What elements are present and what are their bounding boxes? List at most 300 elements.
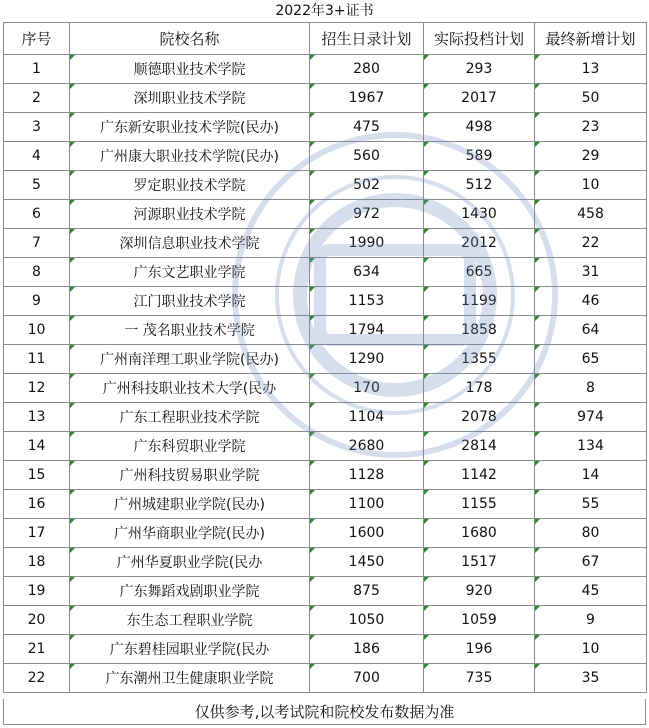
cell-added-plan-text: 134: [577, 438, 604, 454]
cell-actual-plan: [424, 200, 535, 229]
cell-school-name: [70, 374, 310, 403]
cell-marker-icon: [424, 374, 429, 379]
cell-added-plan: [535, 519, 647, 548]
cell-marker-icon: [310, 664, 315, 669]
cell-no-text: 21: [27, 641, 46, 657]
table-row: [4, 55, 647, 84]
table-row: [4, 403, 647, 432]
cell-marker-icon: [535, 403, 540, 408]
cell-school-name: [70, 606, 310, 635]
cell-no-text: 5: [32, 177, 41, 193]
cell-marker-icon: [70, 519, 75, 524]
table-row: [4, 461, 647, 490]
cell-no: [4, 606, 70, 635]
table-row: [4, 200, 647, 229]
cell-actual-plan-text: 1155: [461, 496, 497, 512]
cell-marker-icon: [424, 316, 429, 321]
cell-marker-icon: [424, 200, 429, 205]
cell-added-plan-text: 10: [581, 641, 600, 657]
cell-marker-icon: [535, 229, 540, 234]
cell-marker-icon: [535, 461, 540, 466]
table-row: [4, 142, 647, 171]
cell-school-name: [70, 142, 310, 171]
table-row: [4, 490, 647, 519]
cell-marker-icon: [310, 606, 315, 611]
cell-marker-icon: [310, 490, 315, 495]
cell-marker-icon: [310, 287, 315, 292]
cell-catalog-plan-text: 1153: [348, 293, 385, 309]
cell-actual-plan-text: 293: [465, 61, 493, 77]
cell-no: [4, 316, 70, 345]
cell-marker-icon: [310, 200, 315, 205]
cell-catalog-plan-text: 186: [353, 641, 380, 657]
cell-added-plan: [535, 461, 647, 490]
cell-catalog-plan-text: 560: [353, 148, 380, 164]
cell-marker-icon: [70, 490, 75, 495]
cell-no: [4, 577, 70, 606]
cell-added-plan-text: 458: [577, 206, 604, 222]
cell-actual-plan-text: 196: [465, 641, 493, 657]
cell-marker-icon: [70, 345, 75, 350]
cell-school-name: [70, 316, 310, 345]
cell-marker-icon: [70, 664, 75, 669]
cell-actual-plan: [424, 606, 535, 635]
footer-note: 仅供参考,以考试院和院校发布数据为准: [3, 699, 646, 725]
cell-actual-plan-text: 1858: [461, 322, 497, 338]
cell-catalog-plan: [310, 229, 424, 258]
cell-actual-plan: [424, 664, 535, 693]
cell-marker-icon: [424, 258, 429, 263]
cell-marker-icon: [535, 606, 540, 611]
cell-no-text: 20: [27, 612, 46, 628]
cell-school-name-text: 广州康大职业技术学院(民办): [100, 149, 279, 165]
cell-no: [4, 200, 70, 229]
cell-catalog-plan-text: 2680: [348, 438, 385, 454]
cell-school-name-text: 河源职业技术学院: [133, 207, 246, 223]
cell-catalog-plan-text: 1104: [348, 409, 385, 425]
cell-added-plan: [535, 577, 647, 606]
cell-no: [4, 635, 70, 664]
cell-actual-plan: [424, 113, 535, 142]
cell-school-name: [70, 635, 310, 664]
cell-catalog-plan-text: 475: [353, 119, 380, 135]
cell-added-plan: [535, 345, 647, 374]
table-row: [4, 171, 647, 200]
cell-marker-icon: [310, 635, 315, 640]
cell-school-name-text: 广州南洋理工职业学院(民办): [100, 352, 279, 368]
cell-no-text: 22: [27, 670, 46, 686]
cell-marker-icon: [310, 258, 315, 263]
cell-added-plan: [535, 606, 647, 635]
cell-catalog-plan: [310, 316, 424, 345]
cell-school-name: [70, 403, 310, 432]
cell-added-plan-text: 8: [586, 380, 595, 396]
cell-no: [4, 664, 70, 693]
cell-catalog-plan: [310, 548, 424, 577]
cell-added-plan: [535, 200, 647, 229]
cell-no: [4, 229, 70, 258]
header-catalog-plan: 招生日录计划: [310, 23, 424, 55]
cell-catalog-plan-text: 1600: [348, 525, 385, 541]
header-added-plan: 最终新增计划: [535, 23, 647, 55]
cell-marker-icon: [310, 403, 315, 408]
cell-marker-icon: [535, 84, 540, 89]
cell-marker-icon: [70, 606, 75, 611]
cell-actual-plan: [424, 490, 535, 519]
cell-catalog-plan-text: 700: [353, 670, 380, 686]
cell-marker-icon: [424, 519, 429, 524]
cell-actual-plan: [424, 55, 535, 84]
cell-school-name-text: 广州城建职业学院(民办): [114, 497, 265, 513]
cell-catalog-plan-text: 502: [353, 177, 380, 193]
cell-actual-plan: [424, 461, 535, 490]
cell-added-plan-text: 55: [581, 496, 600, 512]
cell-no: [4, 287, 70, 316]
cell-no-text: 17: [27, 525, 46, 541]
cell-catalog-plan: [310, 55, 424, 84]
cell-marker-icon: [310, 142, 315, 147]
cell-added-plan: [535, 548, 647, 577]
cell-school-name-text: 深圳信息职业技术学院: [119, 236, 260, 252]
cell-catalog-plan: [310, 142, 424, 171]
cell-no: [4, 113, 70, 142]
cell-catalog-plan-text: 1450: [348, 554, 385, 570]
cell-marker-icon: [310, 316, 315, 321]
cell-marker-icon: [424, 664, 429, 669]
cell-catalog-plan-text: 280: [353, 61, 380, 77]
cell-no-text: 4: [32, 148, 41, 164]
cell-added-plan: [535, 84, 647, 113]
cell-added-plan: [535, 55, 647, 84]
cell-marker-icon: [70, 316, 75, 321]
cell-marker-icon: [424, 171, 429, 176]
cell-marker-icon: [535, 345, 540, 350]
cell-school-name-text: 顺德职业技术学院: [133, 62, 246, 78]
cell-no-text: 7: [32, 235, 41, 251]
cell-marker-icon: [424, 55, 429, 60]
cell-actual-plan-text: 1059: [461, 612, 497, 628]
cell-marker-icon: [70, 142, 75, 147]
cell-actual-plan-text: 920: [465, 583, 493, 599]
cell-added-plan-text: 45: [581, 583, 600, 599]
cell-added-plan: [535, 432, 647, 461]
cell-marker-icon: [535, 287, 540, 292]
cell-added-plan-text: 13: [581, 61, 600, 77]
cell-added-plan-text: 46: [581, 293, 600, 309]
cell-catalog-plan: [310, 113, 424, 142]
cell-no-text: 11: [27, 351, 46, 367]
cell-added-plan: [535, 403, 647, 432]
cell-actual-plan: [424, 345, 535, 374]
cell-added-plan: [535, 113, 647, 142]
cell-marker-icon: [424, 432, 429, 437]
cell-added-plan: [535, 374, 647, 403]
cell-marker-icon: [535, 548, 540, 553]
cell-marker-icon: [310, 113, 315, 118]
cell-actual-plan-text: 498: [465, 119, 493, 135]
cell-marker-icon: [70, 229, 75, 234]
cell-no-text: 6: [32, 206, 41, 222]
cell-school-name: [70, 287, 310, 316]
cell-marker-icon: [310, 374, 315, 379]
cell-school-name: [70, 519, 310, 548]
cell-no: [4, 258, 70, 287]
cell-added-plan-text: 67: [581, 554, 600, 570]
cell-school-name-text: 广州科技职业技术大学(民办: [102, 381, 277, 397]
cell-marker-icon: [310, 548, 315, 553]
header-actual-plan: 实际投档计划: [424, 23, 535, 55]
cell-added-plan: [535, 316, 647, 345]
cell-marker-icon: [535, 113, 540, 118]
cell-marker-icon: [424, 548, 429, 553]
cell-no-text: 13: [27, 409, 46, 425]
cell-marker-icon: [70, 171, 75, 176]
cell-actual-plan-text: 2012: [461, 235, 497, 251]
cell-added-plan-text: 10: [581, 177, 600, 193]
cell-actual-plan: [424, 635, 535, 664]
cell-catalog-plan-text: 1050: [348, 612, 385, 628]
cell-no-text: 12: [27, 380, 46, 396]
cell-marker-icon: [424, 635, 429, 640]
cell-marker-icon: [535, 374, 540, 379]
cell-added-plan-text: 14: [581, 467, 600, 483]
cell-marker-icon: [424, 577, 429, 582]
cell-added-plan: [535, 490, 647, 519]
cell-catalog-plan: [310, 519, 424, 548]
cell-no: [4, 171, 70, 200]
cell-marker-icon: [70, 548, 75, 553]
cell-school-name-text: 广东工程职业技术学院: [119, 410, 260, 426]
cell-marker-icon: [70, 461, 75, 466]
cell-marker-icon: [535, 577, 540, 582]
cell-actual-plan-text: 178: [465, 380, 493, 396]
cell-marker-icon: [535, 55, 540, 60]
cell-catalog-plan-text: 1990: [348, 235, 385, 251]
cell-marker-icon: [424, 142, 429, 147]
cell-school-name-text: 东生态工程职业学院: [126, 613, 253, 629]
cell-marker-icon: [70, 403, 75, 408]
cell-actual-plan: [424, 84, 535, 113]
cell-actual-plan-text: 1355: [461, 351, 497, 367]
cell-school-name: [70, 345, 310, 374]
cell-actual-plan: [424, 374, 535, 403]
cell-marker-icon: [310, 519, 315, 524]
cell-marker-icon: [535, 432, 540, 437]
cell-school-name-text: 广州华夏职业学院(民办: [116, 555, 263, 571]
cell-added-plan: [535, 664, 647, 693]
cell-no-text: 18: [27, 554, 46, 570]
cell-catalog-plan: [310, 171, 424, 200]
cell-marker-icon: [535, 171, 540, 176]
cell-catalog-plan-text: 1794: [348, 322, 385, 338]
cell-actual-plan: [424, 403, 535, 432]
cell-actual-plan: [424, 519, 535, 548]
cell-no: [4, 548, 70, 577]
cell-catalog-plan: [310, 374, 424, 403]
table-row: [4, 258, 647, 287]
cell-no-text: 9: [32, 293, 41, 309]
cell-no-text: 10: [27, 322, 46, 338]
cell-catalog-plan: [310, 635, 424, 664]
cell-no: [4, 519, 70, 548]
cell-added-plan-text: 50: [581, 90, 600, 106]
cell-marker-icon: [70, 577, 75, 582]
cell-school-name-text: 广东科贸职业学院: [133, 439, 246, 455]
cell-school-name: [70, 55, 310, 84]
cell-added-plan-text: 31: [581, 264, 600, 280]
table-row: [4, 316, 647, 345]
header-school-name: 院校名称: [70, 23, 310, 55]
cell-actual-plan-text: 1430: [461, 206, 497, 222]
cell-no-text: 2: [32, 90, 41, 106]
table-row: [4, 229, 647, 258]
cell-marker-icon: [70, 84, 75, 89]
table-row: [4, 548, 647, 577]
cell-marker-icon: [424, 345, 429, 350]
cell-marker-icon: [535, 316, 540, 321]
cell-no: [4, 84, 70, 113]
cell-marker-icon: [535, 258, 540, 263]
table-row: [4, 345, 647, 374]
cell-school-name: [70, 461, 310, 490]
cell-catalog-plan-text: 1128: [348, 467, 385, 483]
cell-marker-icon: [310, 171, 315, 176]
cell-actual-plan-text: 589: [465, 148, 493, 164]
cell-school-name: [70, 432, 310, 461]
header-row: [4, 23, 647, 55]
cell-actual-plan-text: 2017: [461, 90, 497, 106]
cell-school-name: [70, 84, 310, 113]
cell-school-name-text: 广东新安职业技术学院(民办): [100, 120, 279, 136]
cell-marker-icon: [70, 200, 75, 205]
cell-no: [4, 374, 70, 403]
cell-actual-plan: [424, 142, 535, 171]
cell-actual-plan: [424, 316, 535, 345]
cell-actual-plan-text: 665: [465, 264, 493, 280]
cell-no-text: 1: [32, 61, 41, 77]
cell-catalog-plan: [310, 258, 424, 287]
cell-actual-plan: [424, 548, 535, 577]
cell-catalog-plan: [310, 432, 424, 461]
enrollment-table: [3, 22, 647, 693]
cell-no-text: 14: [27, 438, 46, 454]
cell-added-plan-text: 22: [581, 235, 600, 251]
cell-added-plan: [535, 635, 647, 664]
cell-no: [4, 432, 70, 461]
cell-added-plan: [535, 258, 647, 287]
cell-catalog-plan-text: 1290: [348, 351, 385, 367]
cell-marker-icon: [70, 287, 75, 292]
table-row: [4, 84, 647, 113]
cell-marker-icon: [310, 577, 315, 582]
cell-marker-icon: [424, 606, 429, 611]
cell-marker-icon: [424, 403, 429, 408]
cell-marker-icon: [424, 84, 429, 89]
cell-school-name-text: 一 茂名职业技术学院: [124, 323, 255, 339]
cell-added-plan: [535, 229, 647, 258]
cell-marker-icon: [70, 374, 75, 379]
cell-school-name: [70, 229, 310, 258]
cell-actual-plan: [424, 171, 535, 200]
cell-marker-icon: [535, 200, 540, 205]
cell-school-name: [70, 548, 310, 577]
header-no: 序号: [4, 23, 70, 55]
table-row: [4, 287, 647, 316]
cell-added-plan-text: 974: [577, 409, 604, 425]
cell-school-name-text: 广东舞蹈戏剧职业学院: [119, 584, 260, 600]
cell-marker-icon: [424, 113, 429, 118]
cell-catalog-plan: [310, 606, 424, 635]
cell-school-name: [70, 490, 310, 519]
cell-added-plan-text: 9: [586, 612, 595, 628]
cell-actual-plan: [424, 577, 535, 606]
cell-actual-plan-text: 1680: [461, 525, 497, 541]
table-row: [4, 606, 647, 635]
cell-catalog-plan: [310, 490, 424, 519]
cell-marker-icon: [310, 84, 315, 89]
cell-school-name: [70, 258, 310, 287]
cell-school-name-text: 广州科技贸易职业学院: [119, 468, 260, 484]
cell-marker-icon: [310, 432, 315, 437]
cell-catalog-plan-text: 972: [353, 206, 380, 222]
cell-actual-plan-text: 2814: [461, 438, 497, 454]
cell-school-name-text: 广东碧桂园职业学院(民办: [109, 642, 270, 658]
cell-school-name-text: 广东文艺职业学院: [133, 265, 246, 281]
cell-marker-icon: [424, 490, 429, 495]
cell-school-name: [70, 113, 310, 142]
cell-no: [4, 461, 70, 490]
cell-catalog-plan: [310, 84, 424, 113]
cell-marker-icon: [310, 55, 315, 60]
cell-school-name-text: 深圳职业技术学院: [133, 91, 246, 107]
cell-catalog-plan-text: 170: [353, 380, 380, 396]
cell-actual-plan: [424, 432, 535, 461]
cell-added-plan: [535, 287, 647, 316]
cell-school-name-text: 广州华商职业学院(民办): [114, 526, 265, 542]
cell-marker-icon: [310, 461, 315, 466]
cell-added-plan-text: 65: [581, 351, 600, 367]
cell-no-text: 16: [27, 496, 46, 512]
cell-catalog-plan: [310, 345, 424, 374]
cell-no: [4, 345, 70, 374]
cell-actual-plan-text: 1199: [461, 293, 497, 309]
cell-added-plan: [535, 171, 647, 200]
cell-added-plan: [535, 142, 647, 171]
cell-added-plan-text: 80: [581, 525, 600, 541]
cell-added-plan-text: 29: [581, 148, 600, 164]
cell-actual-plan: [424, 258, 535, 287]
cell-no: [4, 55, 70, 84]
cell-actual-plan-text: 512: [465, 177, 493, 193]
cell-no: [4, 490, 70, 519]
cell-marker-icon: [310, 345, 315, 350]
cell-catalog-plan: [310, 664, 424, 693]
cell-marker-icon: [424, 461, 429, 466]
cell-catalog-plan-text: 875: [353, 583, 380, 599]
cell-catalog-plan: [310, 287, 424, 316]
cell-marker-icon: [424, 287, 429, 292]
table-row: [4, 432, 647, 461]
table-row: [4, 519, 647, 548]
cell-marker-icon: [70, 258, 75, 263]
cell-catalog-plan: [310, 200, 424, 229]
cell-no-text: 3: [32, 119, 41, 135]
cell-marker-icon: [70, 432, 75, 437]
cell-no-text: 15: [27, 467, 46, 483]
cell-added-plan-text: 23: [581, 119, 600, 135]
cell-marker-icon: [535, 142, 540, 147]
table-body: [4, 55, 647, 693]
